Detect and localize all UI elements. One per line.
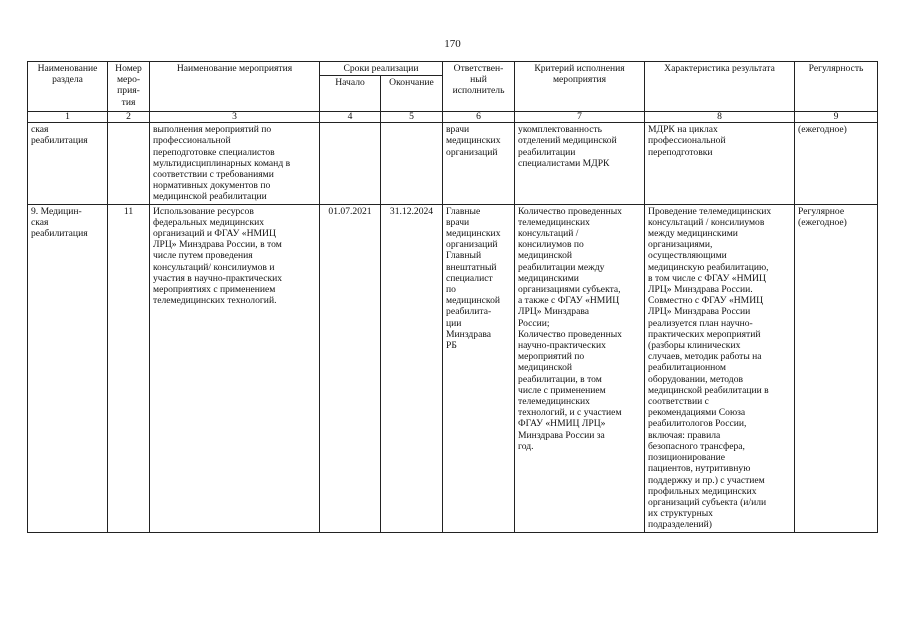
column-number: 3	[150, 112, 320, 123]
cell-criterion: Количество проведенных телемедицинских консультаций / консилиумов по медицинской реабилитации между медицинскими организациями субъекта, а также с ФГАУ «НМИЦ ЛРЦ» Минздрава России; Количество проведенных научно-практических мероприятий по медицинской реабилитации, в том числе с применением телемедицинских технологий, и с участием ФГАУ «НМИЦ ЛРЦ» Минздрава России за год.	[515, 204, 645, 532]
cell-section: ская реабилитация	[28, 123, 108, 204]
cell-activity: выполнения мероприятий по профессиональной переподготовке специалистов мультидисциплинарных команд в соответствии с требованиями нормативных документов по медицинской реабилитации	[150, 123, 320, 204]
column-number: 5	[381, 112, 443, 123]
cell-executor: Главные врачи медицинских организаций Главный внештатный специалист по медицинской реабилита- ции Минздрава РБ	[443, 204, 515, 532]
cell-end: 31.12.2024	[381, 204, 443, 532]
cell-number	[108, 123, 150, 204]
column-number: 2	[108, 112, 150, 123]
cell-start	[320, 123, 381, 204]
cell-result: Проведение телемедицинских консультаций / консилиумов между медицинскими организациями, осуществляющими медицинскую реабилитацию, в том числе с ФГАУ «НМИЦ ЛРЦ» Минздрава России. Совместно с ФГАУ «НМИЦ ЛРЦ» Минздрава России реализуется план научно- практических мероприятий (разборы клинических случаев, методик работы на реабилитационном оборудовании, методов медицинской реабилитации в соответствии с рекомендациями Союза реабилитологов России, включая: правила безопасного трансфера, позиционирование пациентов, нутритивную поддержку и пр.) с участием профильных медицинских организаций субъекта (и/или их структурных подразделений)	[645, 204, 795, 532]
cell-activity: Использование ресурсов федеральных медицинских организаций и ФГАУ «НМИЦ ЛРЦ» Минздрава России, в том числе путем проведения консультаций/ консилиумов и участия в научно-практических мероприятиях с применением телемедицинских технологий.	[150, 204, 320, 532]
cell-criterion: укомплектованность отделений медицинской реабилитации специалистами МДРК	[515, 123, 645, 204]
table-row	[28, 204, 878, 532]
column-number-row	[28, 112, 878, 123]
column-number: 1	[28, 112, 108, 123]
column-number: 6	[443, 112, 515, 123]
header-result: Характеристика результата	[645, 62, 795, 112]
column-number: 7	[515, 112, 645, 123]
header-number: Номер меро- прия- тия	[108, 62, 150, 112]
header-regularity: Регулярность	[795, 62, 878, 112]
column-number: 9	[795, 112, 878, 123]
header-executor: Ответствен- ный исполнитель	[443, 62, 515, 112]
cell-executor: врачи медицинских организаций	[443, 123, 515, 204]
activities-table	[27, 61, 878, 533]
header-row	[28, 62, 878, 76]
cell-start: 01.07.2021	[320, 204, 381, 532]
page-number: 170	[444, 38, 461, 50]
cell-regularity: (ежегодное)	[795, 123, 878, 204]
cell-section: 9. Медицин- ская реабилитация	[28, 204, 108, 532]
header-start: Начало	[320, 76, 381, 112]
cell-result: МДРК на циклах профессиональной переподготовки	[645, 123, 795, 204]
table-row	[28, 123, 878, 204]
header-terms: Сроки реализации	[320, 62, 443, 76]
header-section: Наименование раздела	[28, 62, 108, 112]
cell-number: 11	[108, 204, 150, 532]
column-number: 8	[645, 112, 795, 123]
header-end: Окончание	[381, 76, 443, 112]
cell-regularity: Регулярное (ежегодное)	[795, 204, 878, 532]
cell-end	[381, 123, 443, 204]
header-activity: Наименование мероприятия	[150, 62, 320, 112]
column-number: 4	[320, 112, 381, 123]
header-criterion: Критерий исполнения мероприятия	[515, 62, 645, 112]
